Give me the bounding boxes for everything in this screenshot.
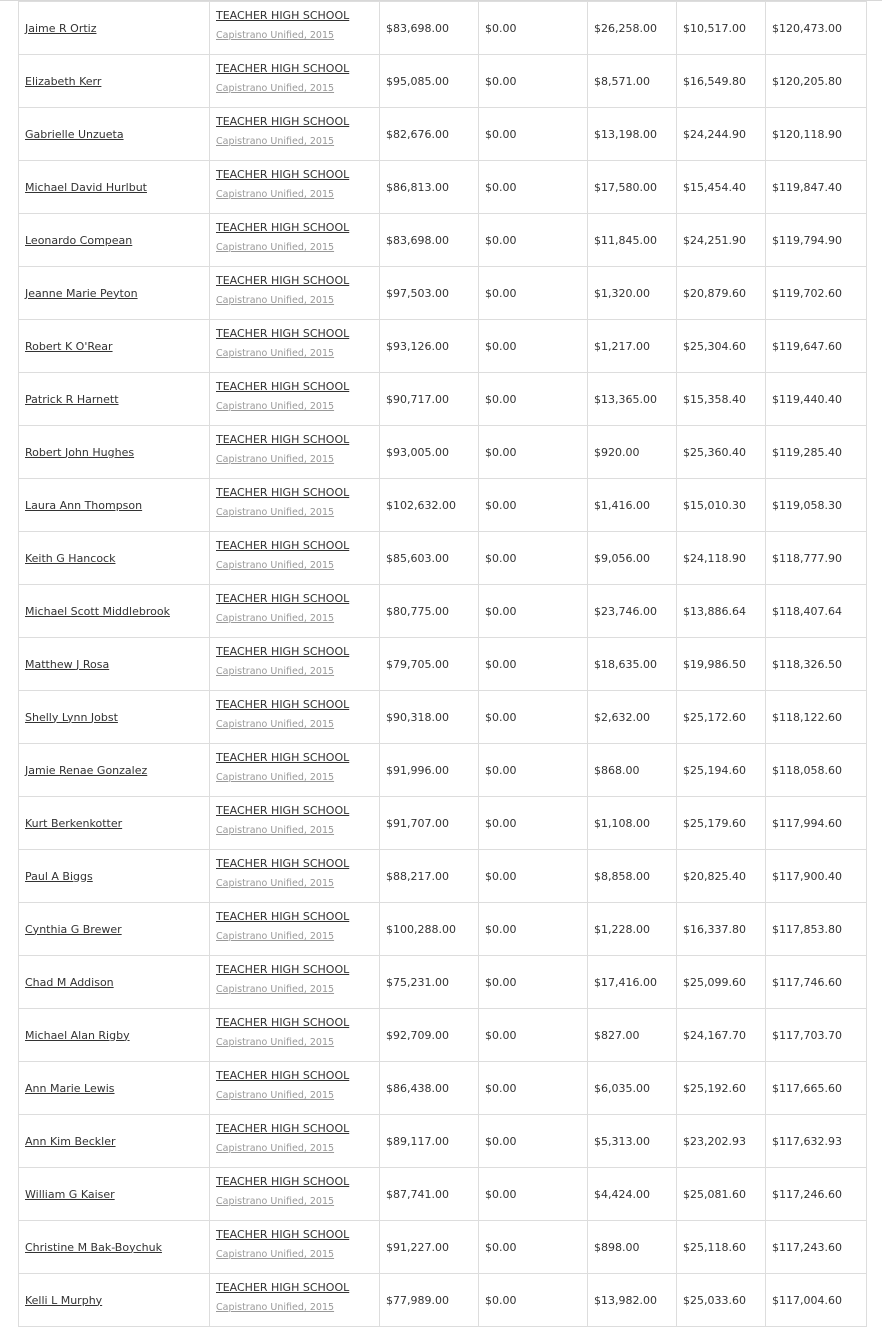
overtime-pay-cell: $0.00 xyxy=(479,1168,588,1221)
benefits-cell: $25,304.60 xyxy=(677,320,766,373)
regular-pay-cell: $80,775.00 xyxy=(380,585,479,638)
employee-name-cell xyxy=(19,1274,210,1327)
table-row xyxy=(19,1062,867,1115)
overtime-pay-cell: $0.00 xyxy=(479,214,588,267)
table-row xyxy=(19,1221,867,1274)
table-row xyxy=(19,2,867,55)
job-title-cell xyxy=(210,108,380,161)
table-row xyxy=(19,373,867,426)
other-pay-cell: $23,746.00 xyxy=(588,585,677,638)
overtime-pay-cell: $0.00 xyxy=(479,267,588,320)
total-pay-benefits-cell: $117,243.60 xyxy=(766,1221,867,1274)
overtime-pay-cell: $0.00 xyxy=(479,532,588,585)
table-row xyxy=(19,903,867,956)
total-pay-benefits-cell: $120,473.00 xyxy=(766,2,867,55)
employee-name-link[interactable]: William G Kaiser xyxy=(25,1187,115,1201)
job-title-cell xyxy=(210,797,380,850)
employee-name-cell xyxy=(19,585,210,638)
overtime-pay-cell: $0.00 xyxy=(479,426,588,479)
employee-name-cell xyxy=(19,426,210,479)
employee-name-link[interactable]: Robert K O'Rear xyxy=(25,339,113,353)
employee-name-cell xyxy=(19,797,210,850)
total-pay-benefits-cell: $117,703.70 xyxy=(766,1009,867,1062)
agency-link[interactable]: Capistrano Unified, 2015 xyxy=(216,189,335,200)
job-title-cell xyxy=(210,585,380,638)
overtime-pay-cell: $0.00 xyxy=(479,2,588,55)
benefits-cell: $16,337.80 xyxy=(677,903,766,956)
total-pay-benefits-cell: $117,632.93 xyxy=(766,1115,867,1168)
regular-pay-cell: $93,005.00 xyxy=(380,426,479,479)
agency-link[interactable]: Capistrano Unified, 2015 xyxy=(216,1196,335,1207)
total-pay-benefits-cell: $118,058.60 xyxy=(766,744,867,797)
benefits-cell: $24,251.90 xyxy=(677,214,766,267)
table-row xyxy=(19,55,867,108)
agency-link[interactable]: Capistrano Unified, 2015 xyxy=(216,772,335,783)
employee-name-link[interactable]: Jaime R Ortiz xyxy=(25,21,97,35)
table-row xyxy=(19,1168,867,1221)
job-title-cell xyxy=(210,638,380,691)
job-title-link[interactable]: TEACHER HIGH SCHOOL xyxy=(216,327,350,340)
total-pay-benefits-cell: $119,847.40 xyxy=(766,161,867,214)
regular-pay-cell: $95,085.00 xyxy=(380,55,479,108)
employee-name-link[interactable]: Paul A Biggs xyxy=(25,869,93,883)
table-row xyxy=(19,691,867,744)
table-row xyxy=(19,532,867,585)
agency-link[interactable]: Capistrano Unified, 2015 xyxy=(216,348,335,359)
job-title-link[interactable]: TEACHER HIGH SCHOOL xyxy=(216,115,350,128)
job-title-link[interactable]: TEACHER HIGH SCHOOL xyxy=(216,433,350,446)
job-title-link[interactable]: TEACHER HIGH SCHOOL xyxy=(216,804,350,817)
employee-name-cell xyxy=(19,267,210,320)
job-title-cell xyxy=(210,956,380,1009)
job-title-link[interactable]: TEACHER HIGH SCHOOL xyxy=(216,380,350,393)
employee-name-cell xyxy=(19,373,210,426)
total-pay-benefits-cell: $119,647.60 xyxy=(766,320,867,373)
other-pay-cell: $13,198.00 xyxy=(588,108,677,161)
other-pay-cell: $8,858.00 xyxy=(588,850,677,903)
table-row xyxy=(19,797,867,850)
employee-name-link[interactable]: Elizabeth Kerr xyxy=(25,74,102,88)
benefits-cell: $24,167.70 xyxy=(677,1009,766,1062)
regular-pay-cell: $83,698.00 xyxy=(380,2,479,55)
regular-pay-cell: $91,707.00 xyxy=(380,797,479,850)
table-row xyxy=(19,744,867,797)
other-pay-cell: $26,258.00 xyxy=(588,2,677,55)
other-pay-cell: $8,571.00 xyxy=(588,55,677,108)
employee-name-link[interactable]: Chad M Addison xyxy=(25,975,114,989)
job-title-link[interactable]: TEACHER HIGH SCHOOL xyxy=(216,698,350,711)
job-title-cell xyxy=(210,850,380,903)
employee-name-link[interactable]: Ann Kim Beckler xyxy=(25,1134,116,1148)
job-title-cell xyxy=(210,691,380,744)
regular-pay-cell: $87,741.00 xyxy=(380,1168,479,1221)
regular-pay-cell: $91,227.00 xyxy=(380,1221,479,1274)
job-title-link[interactable]: TEACHER HIGH SCHOOL xyxy=(216,857,350,870)
benefits-cell: $16,549.80 xyxy=(677,55,766,108)
job-title-link[interactable]: TEACHER HIGH SCHOOL xyxy=(216,9,350,22)
other-pay-cell: $13,365.00 xyxy=(588,373,677,426)
employee-name-cell xyxy=(19,214,210,267)
other-pay-cell: $4,424.00 xyxy=(588,1168,677,1221)
agency-link[interactable]: Capistrano Unified, 2015 xyxy=(216,613,335,624)
job-title-cell xyxy=(210,532,380,585)
table-row xyxy=(19,267,867,320)
overtime-pay-cell: $0.00 xyxy=(479,1274,588,1327)
job-title-cell xyxy=(210,744,380,797)
table-row xyxy=(19,850,867,903)
total-pay-benefits-cell: $119,702.60 xyxy=(766,267,867,320)
table-row xyxy=(19,108,867,161)
job-title-link[interactable]: TEACHER HIGH SCHOOL xyxy=(216,486,350,499)
table-row xyxy=(19,161,867,214)
job-title-link[interactable]: TEACHER HIGH SCHOOL xyxy=(216,645,350,658)
employee-name-cell xyxy=(19,2,210,55)
job-title-cell xyxy=(210,1168,380,1221)
table-row xyxy=(19,479,867,532)
other-pay-cell: $1,320.00 xyxy=(588,267,677,320)
benefits-cell: $20,879.60 xyxy=(677,267,766,320)
employee-name-cell xyxy=(19,479,210,532)
job-title-cell xyxy=(210,161,380,214)
other-pay-cell: $898.00 xyxy=(588,1221,677,1274)
agency-link[interactable]: Capistrano Unified, 2015 xyxy=(216,83,335,94)
overtime-pay-cell: $0.00 xyxy=(479,55,588,108)
other-pay-cell: $9,056.00 xyxy=(588,532,677,585)
employee-name-link[interactable]: Leonardo Compean xyxy=(25,233,133,247)
employee-name-cell xyxy=(19,108,210,161)
regular-pay-cell: $100,288.00 xyxy=(380,903,479,956)
benefits-cell: $20,825.40 xyxy=(677,850,766,903)
table-row xyxy=(19,320,867,373)
table-row xyxy=(19,638,867,691)
employee-name-cell xyxy=(19,691,210,744)
employee-name-link[interactable]: Matthew J Rosa xyxy=(25,657,110,671)
regular-pay-cell: $93,126.00 xyxy=(380,320,479,373)
agency-link[interactable]: Capistrano Unified, 2015 xyxy=(216,30,335,41)
job-title-cell xyxy=(210,1221,380,1274)
salary-table xyxy=(18,1,867,1327)
job-title-cell xyxy=(210,903,380,956)
employee-name-link[interactable]: Gabrielle Unzueta xyxy=(25,127,124,141)
job-title-link[interactable]: TEACHER HIGH SCHOOL xyxy=(216,592,350,605)
employee-name-link[interactable]: Michael David Hurlbut xyxy=(25,180,147,194)
other-pay-cell: $2,632.00 xyxy=(588,691,677,744)
benefits-cell: $25,118.60 xyxy=(677,1221,766,1274)
other-pay-cell: $11,845.00 xyxy=(588,214,677,267)
overtime-pay-cell: $0.00 xyxy=(479,1062,588,1115)
employee-name-cell xyxy=(19,850,210,903)
employee-name-link[interactable]: Kurt Berkenkotter xyxy=(25,816,123,830)
job-title-cell xyxy=(210,55,380,108)
job-title-link[interactable]: TEACHER HIGH SCHOOL xyxy=(216,963,350,976)
job-title-cell xyxy=(210,2,380,55)
benefits-cell: $13,886.64 xyxy=(677,585,766,638)
regular-pay-cell: $85,603.00 xyxy=(380,532,479,585)
overtime-pay-cell: $0.00 xyxy=(479,1221,588,1274)
total-pay-benefits-cell: $117,853.80 xyxy=(766,903,867,956)
job-title-link[interactable]: TEACHER HIGH SCHOOL xyxy=(216,1016,350,1029)
benefits-cell: $24,118.90 xyxy=(677,532,766,585)
agency-link[interactable]: Capistrano Unified, 2015 xyxy=(216,454,335,465)
overtime-pay-cell: $0.00 xyxy=(479,691,588,744)
agency-link[interactable]: Capistrano Unified, 2015 xyxy=(216,136,335,147)
overtime-pay-cell: $0.00 xyxy=(479,744,588,797)
regular-pay-cell: $83,698.00 xyxy=(380,214,479,267)
benefits-cell: $25,172.60 xyxy=(677,691,766,744)
regular-pay-cell: $92,709.00 xyxy=(380,1009,479,1062)
job-title-cell xyxy=(210,479,380,532)
employee-name-link[interactable]: Jeanne Marie Peyton xyxy=(25,286,138,300)
agency-link[interactable]: Capistrano Unified, 2015 xyxy=(216,1249,335,1260)
job-title-cell xyxy=(210,1062,380,1115)
other-pay-cell: $1,228.00 xyxy=(588,903,677,956)
other-pay-cell: $13,982.00 xyxy=(588,1274,677,1327)
other-pay-cell: $1,416.00 xyxy=(588,479,677,532)
agency-link[interactable]: Capistrano Unified, 2015 xyxy=(216,507,335,518)
agency-link[interactable]: Capistrano Unified, 2015 xyxy=(216,1143,335,1154)
job-title-link[interactable]: TEACHER HIGH SCHOOL xyxy=(216,221,350,234)
employee-name-cell xyxy=(19,903,210,956)
overtime-pay-cell: $0.00 xyxy=(479,638,588,691)
benefits-cell: $10,517.00 xyxy=(677,2,766,55)
job-title-link[interactable]: TEACHER HIGH SCHOOL xyxy=(216,1228,350,1241)
job-title-cell xyxy=(210,267,380,320)
benefits-cell: $23,202.93 xyxy=(677,1115,766,1168)
table-row xyxy=(19,214,867,267)
job-title-link[interactable]: TEACHER HIGH SCHOOL xyxy=(216,1122,350,1135)
other-pay-cell: $1,217.00 xyxy=(588,320,677,373)
job-title-cell xyxy=(210,1115,380,1168)
employee-name-cell xyxy=(19,320,210,373)
regular-pay-cell: $79,705.00 xyxy=(380,638,479,691)
other-pay-cell: $1,108.00 xyxy=(588,797,677,850)
job-title-link[interactable]: TEACHER HIGH SCHOOL xyxy=(216,1175,350,1188)
employee-name-cell xyxy=(19,1168,210,1221)
other-pay-cell: $17,416.00 xyxy=(588,956,677,1009)
employee-name-cell xyxy=(19,161,210,214)
employee-name-cell xyxy=(19,638,210,691)
employee-name-link[interactable]: Jamie Renae Gonzalez xyxy=(25,763,148,777)
employee-name-cell xyxy=(19,1062,210,1115)
regular-pay-cell: $89,117.00 xyxy=(380,1115,479,1168)
total-pay-benefits-cell: $118,407.64 xyxy=(766,585,867,638)
agency-link[interactable]: Capistrano Unified, 2015 xyxy=(216,666,335,677)
salary-table-body xyxy=(19,2,867,1327)
total-pay-benefits-cell: $119,794.90 xyxy=(766,214,867,267)
total-pay-benefits-cell: $118,122.60 xyxy=(766,691,867,744)
other-pay-cell: $5,313.00 xyxy=(588,1115,677,1168)
total-pay-benefits-cell: $119,058.30 xyxy=(766,479,867,532)
job-title-cell xyxy=(210,1009,380,1062)
employee-name-link[interactable]: Cynthia G Brewer xyxy=(25,922,122,936)
benefits-cell: $15,010.30 xyxy=(677,479,766,532)
job-title-link[interactable]: TEACHER HIGH SCHOOL xyxy=(216,910,350,923)
overtime-pay-cell: $0.00 xyxy=(479,1115,588,1168)
agency-link[interactable]: Capistrano Unified, 2015 xyxy=(216,242,335,253)
benefits-cell: $25,192.60 xyxy=(677,1062,766,1115)
employee-name-cell xyxy=(19,1009,210,1062)
agency-link[interactable]: Capistrano Unified, 2015 xyxy=(216,401,335,412)
table-row xyxy=(19,426,867,479)
employee-name-link[interactable]: Laura Ann Thompson xyxy=(25,498,143,512)
total-pay-benefits-cell: $118,777.90 xyxy=(766,532,867,585)
job-title-link[interactable]: TEACHER HIGH SCHOOL xyxy=(216,1281,350,1294)
regular-pay-cell: $86,813.00 xyxy=(380,161,479,214)
other-pay-cell: $868.00 xyxy=(588,744,677,797)
employee-name-link[interactable]: Ann Marie Lewis xyxy=(25,1081,115,1095)
other-pay-cell: $827.00 xyxy=(588,1009,677,1062)
benefits-cell: $25,179.60 xyxy=(677,797,766,850)
employee-name-link[interactable]: Patrick R Harnett xyxy=(25,392,119,406)
benefits-cell: $15,358.40 xyxy=(677,373,766,426)
employee-name-cell xyxy=(19,532,210,585)
agency-link[interactable]: Capistrano Unified, 2015 xyxy=(216,1090,335,1101)
regular-pay-cell: $86,438.00 xyxy=(380,1062,479,1115)
job-title-link[interactable]: TEACHER HIGH SCHOOL xyxy=(216,1069,350,1082)
agency-link[interactable]: Capistrano Unified, 2015 xyxy=(216,1302,335,1313)
table-row xyxy=(19,1274,867,1327)
job-title-cell xyxy=(210,426,380,479)
job-title-link[interactable]: TEACHER HIGH SCHOOL xyxy=(216,168,350,181)
other-pay-cell: $920.00 xyxy=(588,426,677,479)
benefits-cell: $25,081.60 xyxy=(677,1168,766,1221)
employee-name-link[interactable]: Christine M Bak-Boychuk xyxy=(25,1240,162,1254)
overtime-pay-cell: $0.00 xyxy=(479,108,588,161)
regular-pay-cell: $82,676.00 xyxy=(380,108,479,161)
table-row xyxy=(19,585,867,638)
total-pay-benefits-cell: $117,004.60 xyxy=(766,1274,867,1327)
job-title-link[interactable]: TEACHER HIGH SCHOOL xyxy=(216,62,350,75)
job-title-cell xyxy=(210,214,380,267)
regular-pay-cell: $91,996.00 xyxy=(380,744,479,797)
table-row xyxy=(19,1009,867,1062)
job-title-link[interactable]: TEACHER HIGH SCHOOL xyxy=(216,539,350,552)
job-title-link[interactable]: TEACHER HIGH SCHOOL xyxy=(216,751,350,764)
benefits-cell: $24,244.90 xyxy=(677,108,766,161)
regular-pay-cell: $90,717.00 xyxy=(380,373,479,426)
job-title-cell xyxy=(210,1274,380,1327)
other-pay-cell: $18,635.00 xyxy=(588,638,677,691)
agency-link[interactable]: Capistrano Unified, 2015 xyxy=(216,825,335,836)
benefits-cell: $25,033.60 xyxy=(677,1274,766,1327)
agency-link[interactable]: Capistrano Unified, 2015 xyxy=(216,560,335,571)
total-pay-benefits-cell: $119,285.40 xyxy=(766,426,867,479)
benefits-cell: $25,360.40 xyxy=(677,426,766,479)
employee-name-link[interactable]: Kelli L Murphy xyxy=(25,1293,103,1307)
overtime-pay-cell: $0.00 xyxy=(479,585,588,638)
employee-name-cell xyxy=(19,956,210,1009)
overtime-pay-cell: $0.00 xyxy=(479,797,588,850)
benefits-cell: $19,986.50 xyxy=(677,638,766,691)
overtime-pay-cell: $0.00 xyxy=(479,373,588,426)
regular-pay-cell: $97,503.00 xyxy=(380,267,479,320)
overtime-pay-cell: $0.00 xyxy=(479,850,588,903)
overtime-pay-cell: $0.00 xyxy=(479,903,588,956)
total-pay-benefits-cell: $117,900.40 xyxy=(766,850,867,903)
total-pay-benefits-cell: $118,326.50 xyxy=(766,638,867,691)
agency-link[interactable]: Capistrano Unified, 2015 xyxy=(216,931,335,942)
regular-pay-cell: $77,989.00 xyxy=(380,1274,479,1327)
total-pay-benefits-cell: $117,994.60 xyxy=(766,797,867,850)
benefits-cell: $25,194.60 xyxy=(677,744,766,797)
agency-link[interactable]: Capistrano Unified, 2015 xyxy=(216,1037,335,1048)
employee-name-cell xyxy=(19,744,210,797)
employee-name-link[interactable]: Michael Scott Middlebrook xyxy=(25,604,170,618)
total-pay-benefits-cell: $119,440.40 xyxy=(766,373,867,426)
job-title-cell xyxy=(210,373,380,426)
overtime-pay-cell: $0.00 xyxy=(479,479,588,532)
employee-name-link[interactable]: Robert John Hughes xyxy=(25,445,135,459)
benefits-cell: $25,099.60 xyxy=(677,956,766,1009)
total-pay-benefits-cell: $117,746.60 xyxy=(766,956,867,1009)
employee-name-cell xyxy=(19,55,210,108)
overtime-pay-cell: $0.00 xyxy=(479,956,588,1009)
employee-name-link[interactable]: Michael Alan Rigby xyxy=(25,1028,130,1042)
table-row xyxy=(19,1115,867,1168)
overtime-pay-cell: $0.00 xyxy=(479,161,588,214)
other-pay-cell: $17,580.00 xyxy=(588,161,677,214)
employee-name-link[interactable]: Keith G Hancock xyxy=(25,551,116,565)
table-row xyxy=(19,956,867,1009)
agency-link[interactable]: Capistrano Unified, 2015 xyxy=(216,719,335,730)
benefits-cell: $15,454.40 xyxy=(677,161,766,214)
job-title-cell xyxy=(210,320,380,373)
agency-link[interactable]: Capistrano Unified, 2015 xyxy=(216,984,335,995)
regular-pay-cell: $90,318.00 xyxy=(380,691,479,744)
other-pay-cell: $6,035.00 xyxy=(588,1062,677,1115)
employee-name-cell xyxy=(19,1221,210,1274)
total-pay-benefits-cell: $120,118.90 xyxy=(766,108,867,161)
employee-name-cell xyxy=(19,1115,210,1168)
overtime-pay-cell: $0.00 xyxy=(479,1009,588,1062)
total-pay-benefits-cell: $120,205.80 xyxy=(766,55,867,108)
overtime-pay-cell: $0.00 xyxy=(479,320,588,373)
employee-name-link[interactable]: Shelly Lynn Jobst xyxy=(25,710,118,724)
agency-link[interactable]: Capistrano Unified, 2015 xyxy=(216,878,335,889)
total-pay-benefits-cell: $117,246.60 xyxy=(766,1168,867,1221)
regular-pay-cell: $75,231.00 xyxy=(380,956,479,1009)
agency-link[interactable]: Capistrano Unified, 2015 xyxy=(216,295,335,306)
regular-pay-cell: $88,217.00 xyxy=(380,850,479,903)
job-title-link[interactable]: TEACHER HIGH SCHOOL xyxy=(216,274,350,287)
regular-pay-cell: $102,632.00 xyxy=(380,479,479,532)
total-pay-benefits-cell: $117,665.60 xyxy=(766,1062,867,1115)
